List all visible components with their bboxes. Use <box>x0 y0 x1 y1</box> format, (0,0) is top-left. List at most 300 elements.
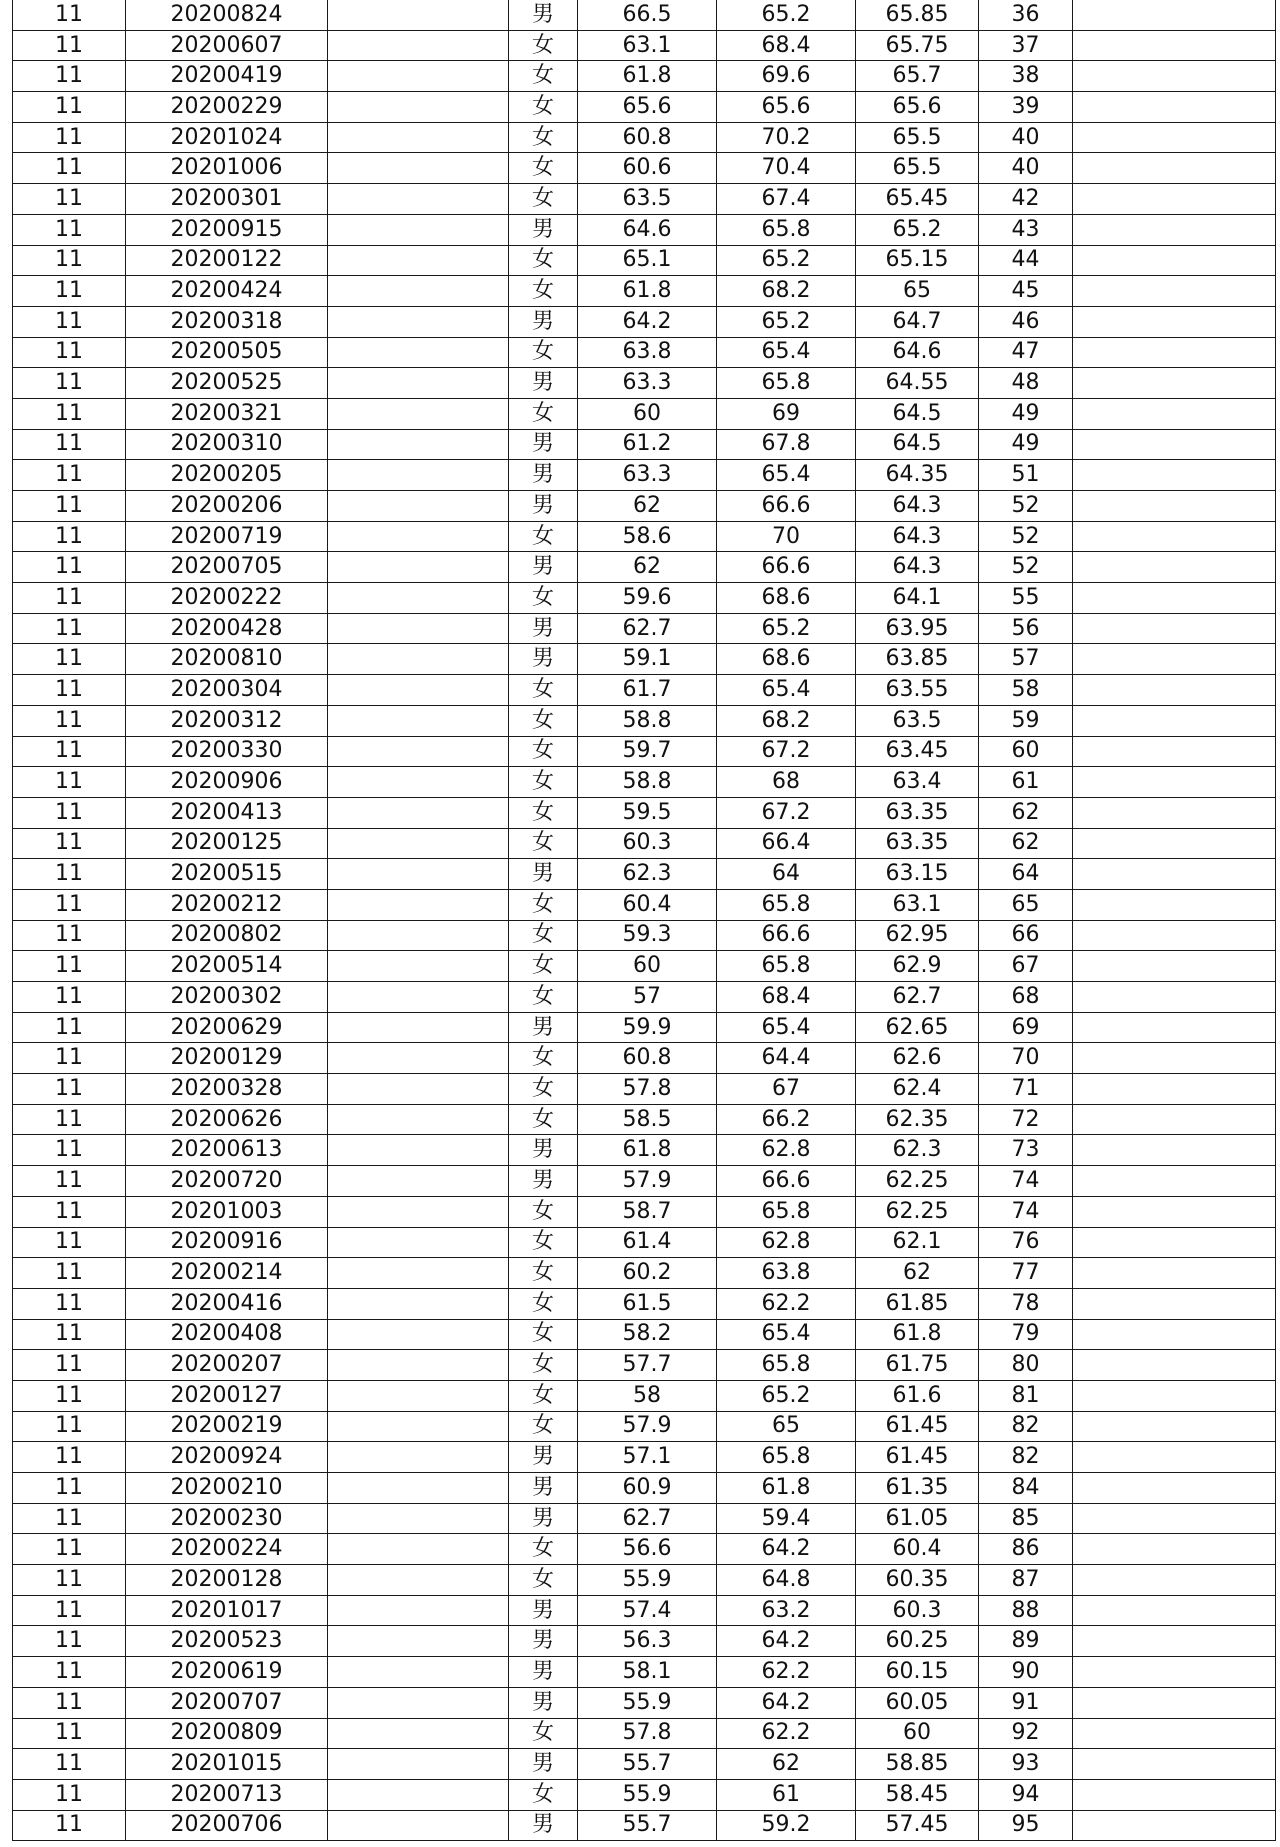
name-cell <box>328 92 509 123</box>
name-cell <box>328 705 509 736</box>
rank-cell: 61 <box>979 767 1073 798</box>
rank-cell: 68 <box>979 982 1073 1013</box>
class-cell: 11 <box>13 1595 126 1626</box>
average-score-cell: 58.45 <box>856 1779 979 1810</box>
score-a-cell: 58.5 <box>578 1104 717 1135</box>
name-cell <box>328 583 509 614</box>
average-score-cell: 62.7 <box>856 982 979 1013</box>
table-row <box>13 889 1276 920</box>
score-a-cell: 60 <box>578 951 717 982</box>
student-id-cell: 20200125 <box>126 828 328 859</box>
score-b-cell: 64.2 <box>717 1534 856 1565</box>
score-a-cell: 58.1 <box>578 1657 717 1688</box>
rank-cell: 89 <box>979 1626 1073 1657</box>
gender-cell: 女 <box>509 521 578 552</box>
table-row <box>13 1411 1276 1442</box>
score-a-cell: 62 <box>578 552 717 583</box>
gender-cell: 男 <box>509 491 578 522</box>
table-row <box>13 1043 1276 1074</box>
table-row <box>13 521 1276 552</box>
score-a-cell: 58.7 <box>578 1196 717 1227</box>
student-id-cell: 20200707 <box>126 1687 328 1718</box>
score-b-cell: 65.8 <box>717 1442 856 1473</box>
score-b-cell: 68 <box>717 767 856 798</box>
gender-cell: 女 <box>509 1718 578 1749</box>
name-cell <box>328 767 509 798</box>
name-cell <box>328 1503 509 1534</box>
score-b-cell: 65.2 <box>717 245 856 276</box>
name-cell <box>328 337 509 368</box>
average-score-cell: 65.85 <box>856 0 979 30</box>
remark-cell <box>1073 705 1276 736</box>
score-b-cell: 62.8 <box>717 1135 856 1166</box>
student-id-cell: 20200205 <box>126 460 328 491</box>
name-cell <box>328 1595 509 1626</box>
class-cell: 11 <box>13 1319 126 1350</box>
name-cell <box>328 368 509 399</box>
gender-cell: 男 <box>509 214 578 245</box>
remark-cell <box>1073 859 1276 890</box>
score-a-cell: 57.7 <box>578 1350 717 1381</box>
rank-cell: 69 <box>979 1012 1073 1043</box>
average-score-cell: 62.9 <box>856 951 979 982</box>
score-a-cell: 59.9 <box>578 1012 717 1043</box>
score-a-cell: 60.4 <box>578 889 717 920</box>
student-id-cell: 20200514 <box>126 951 328 982</box>
name-cell <box>328 1012 509 1043</box>
score-a-cell: 58 <box>578 1380 717 1411</box>
student-id-cell: 20200312 <box>126 705 328 736</box>
name-cell <box>328 184 509 215</box>
average-score-cell: 64.3 <box>856 491 979 522</box>
class-cell: 11 <box>13 1687 126 1718</box>
class-cell: 11 <box>13 1411 126 1442</box>
table-row <box>13 0 1276 30</box>
score-a-cell: 58.8 <box>578 767 717 798</box>
gender-cell: 男 <box>509 306 578 337</box>
rank-cell: 71 <box>979 1074 1073 1105</box>
average-score-cell: 65 <box>856 276 979 307</box>
name-cell <box>328 613 509 644</box>
class-cell: 11 <box>13 1779 126 1810</box>
score-a-cell: 58.2 <box>578 1319 717 1350</box>
score-a-cell: 56.6 <box>578 1534 717 1565</box>
gender-cell: 男 <box>509 1749 578 1780</box>
rank-cell: 95 <box>979 1810 1073 1841</box>
score-b-cell: 65.8 <box>717 1350 856 1381</box>
gender-cell: 男 <box>509 859 578 890</box>
table-row <box>13 675 1276 706</box>
average-score-cell: 65.15 <box>856 245 979 276</box>
gender-cell: 女 <box>509 767 578 798</box>
student-id-cell: 20200915 <box>126 214 328 245</box>
average-score-cell: 62.25 <box>856 1166 979 1197</box>
rank-cell: 90 <box>979 1657 1073 1688</box>
name-cell <box>328 1473 509 1504</box>
rank-cell: 76 <box>979 1227 1073 1258</box>
name-cell <box>328 276 509 307</box>
remark-cell <box>1073 1012 1276 1043</box>
rank-cell: 40 <box>979 153 1073 184</box>
class-cell: 11 <box>13 61 126 92</box>
score-a-cell: 61.8 <box>578 276 717 307</box>
gender-cell: 女 <box>509 153 578 184</box>
class-cell: 11 <box>13 460 126 491</box>
student-id-cell: 20201017 <box>126 1595 328 1626</box>
student-id-cell: 20200304 <box>126 675 328 706</box>
score-b-cell: 65.2 <box>717 613 856 644</box>
rank-cell: 74 <box>979 1166 1073 1197</box>
rank-cell: 81 <box>979 1380 1073 1411</box>
class-cell: 11 <box>13 1718 126 1749</box>
class-cell: 11 <box>13 1350 126 1381</box>
score-b-cell: 67 <box>717 1074 856 1105</box>
score-b-cell: 65.8 <box>717 889 856 920</box>
average-score-cell: 64.5 <box>856 429 979 460</box>
score-b-cell: 65 <box>717 1411 856 1442</box>
rank-cell: 82 <box>979 1442 1073 1473</box>
score-b-cell: 70.4 <box>717 153 856 184</box>
average-score-cell: 58.85 <box>856 1749 979 1780</box>
student-id-cell: 20200214 <box>126 1258 328 1289</box>
gender-cell: 女 <box>509 1258 578 1289</box>
gender-cell: 女 <box>509 1043 578 1074</box>
name-cell <box>328 644 509 675</box>
table-row <box>13 1534 1276 1565</box>
student-id-cell: 20200127 <box>126 1380 328 1411</box>
remark-cell <box>1073 1626 1276 1657</box>
score-b-cell: 69.6 <box>717 61 856 92</box>
average-score-cell: 64.6 <box>856 337 979 368</box>
remark-cell <box>1073 1319 1276 1350</box>
table-row <box>13 184 1276 215</box>
score-a-cell: 57.9 <box>578 1166 717 1197</box>
student-id-cell: 20200629 <box>126 1012 328 1043</box>
rank-cell: 79 <box>979 1319 1073 1350</box>
rank-cell: 85 <box>979 1503 1073 1534</box>
score-b-cell: 62.2 <box>717 1657 856 1688</box>
score-sheet <box>12 0 1276 1841</box>
gender-cell: 男 <box>509 368 578 399</box>
gender-cell: 女 <box>509 1196 578 1227</box>
score-b-cell: 61 <box>717 1779 856 1810</box>
gender-cell: 女 <box>509 1350 578 1381</box>
average-score-cell: 64.5 <box>856 398 979 429</box>
student-id-cell: 20200809 <box>126 1718 328 1749</box>
score-a-cell: 55.7 <box>578 1749 717 1780</box>
name-cell <box>328 398 509 429</box>
gender-cell: 男 <box>509 1687 578 1718</box>
class-cell: 11 <box>13 122 126 153</box>
gender-cell: 女 <box>509 920 578 951</box>
student-id-cell: 20200408 <box>126 1319 328 1350</box>
rank-cell: 86 <box>979 1534 1073 1565</box>
rank-cell: 87 <box>979 1565 1073 1596</box>
class-cell: 11 <box>13 1626 126 1657</box>
table-row <box>13 460 1276 491</box>
class-cell: 11 <box>13 30 126 61</box>
rank-cell: 52 <box>979 491 1073 522</box>
score-a-cell: 58.6 <box>578 521 717 552</box>
remark-cell <box>1073 1043 1276 1074</box>
name-cell <box>328 797 509 828</box>
average-score-cell: 63.15 <box>856 859 979 890</box>
average-score-cell: 65.6 <box>856 92 979 123</box>
class-cell: 11 <box>13 1166 126 1197</box>
table-row <box>13 61 1276 92</box>
class-cell: 11 <box>13 552 126 583</box>
class-cell: 11 <box>13 1258 126 1289</box>
class-cell: 11 <box>13 951 126 982</box>
name-cell <box>328 1657 509 1688</box>
student-id-cell: 20200626 <box>126 1104 328 1135</box>
score-a-cell: 63.3 <box>578 460 717 491</box>
score-a-cell: 60.8 <box>578 122 717 153</box>
rank-cell: 58 <box>979 675 1073 706</box>
remark-cell <box>1073 1810 1276 1841</box>
table-row <box>13 920 1276 951</box>
rank-cell: 77 <box>979 1258 1073 1289</box>
score-b-cell: 65.4 <box>717 460 856 491</box>
average-score-cell: 64.3 <box>856 521 979 552</box>
remark-cell <box>1073 1196 1276 1227</box>
remark-cell <box>1073 521 1276 552</box>
class-cell: 11 <box>13 1810 126 1841</box>
score-a-cell: 61.4 <box>578 1227 717 1258</box>
table-row <box>13 1380 1276 1411</box>
gender-cell: 女 <box>509 1380 578 1411</box>
score-b-cell: 65.4 <box>717 675 856 706</box>
average-score-cell: 63.95 <box>856 613 979 644</box>
rank-cell: 67 <box>979 951 1073 982</box>
rank-cell: 44 <box>979 245 1073 276</box>
student-id-cell: 20201003 <box>126 1196 328 1227</box>
rank-cell: 82 <box>979 1411 1073 1442</box>
score-a-cell: 60.9 <box>578 1473 717 1504</box>
table-row <box>13 552 1276 583</box>
table-row <box>13 583 1276 614</box>
table-row <box>13 429 1276 460</box>
gender-cell: 女 <box>509 276 578 307</box>
average-score-cell: 62.35 <box>856 1104 979 1135</box>
gender-cell: 男 <box>509 1503 578 1534</box>
remark-cell <box>1073 828 1276 859</box>
table-row <box>13 1503 1276 1534</box>
rank-cell: 55 <box>979 583 1073 614</box>
gender-cell: 女 <box>509 583 578 614</box>
score-a-cell: 61.5 <box>578 1288 717 1319</box>
average-score-cell: 64.3 <box>856 552 979 583</box>
gender-cell: 女 <box>509 398 578 429</box>
average-score-cell: 65.5 <box>856 122 979 153</box>
gender-cell: 女 <box>509 1074 578 1105</box>
class-cell: 11 <box>13 675 126 706</box>
remark-cell <box>1073 184 1276 215</box>
score-b-cell: 70 <box>717 521 856 552</box>
score-a-cell: 62.3 <box>578 859 717 890</box>
score-a-cell: 59.7 <box>578 736 717 767</box>
name-cell <box>328 460 509 491</box>
rank-cell: 38 <box>979 61 1073 92</box>
table-row <box>13 736 1276 767</box>
score-b-cell: 65.2 <box>717 0 856 30</box>
remark-cell <box>1073 1749 1276 1780</box>
class-cell: 11 <box>13 1227 126 1258</box>
name-cell <box>328 951 509 982</box>
class-cell: 11 <box>13 276 126 307</box>
name-cell <box>328 153 509 184</box>
remark-cell <box>1073 675 1276 706</box>
score-a-cell: 62 <box>578 491 717 522</box>
table-row <box>13 1104 1276 1135</box>
rank-cell: 62 <box>979 797 1073 828</box>
average-score-cell: 62.4 <box>856 1074 979 1105</box>
name-cell <box>328 1626 509 1657</box>
average-score-cell: 65.2 <box>856 214 979 245</box>
class-cell: 11 <box>13 1749 126 1780</box>
rank-cell: 45 <box>979 276 1073 307</box>
score-a-cell: 59.3 <box>578 920 717 951</box>
remark-cell <box>1073 460 1276 491</box>
table-row <box>13 1565 1276 1596</box>
average-score-cell: 61.75 <box>856 1350 979 1381</box>
gender-cell: 女 <box>509 1227 578 1258</box>
student-id-cell: 20200916 <box>126 1227 328 1258</box>
gender-cell: 女 <box>509 1104 578 1135</box>
rank-cell: 74 <box>979 1196 1073 1227</box>
table-row <box>13 1626 1276 1657</box>
score-a-cell: 64.2 <box>578 306 717 337</box>
remark-cell <box>1073 153 1276 184</box>
student-id-cell: 20200219 <box>126 1411 328 1442</box>
average-score-cell: 62.25 <box>856 1196 979 1227</box>
class-cell: 11 <box>13 92 126 123</box>
name-cell <box>328 1319 509 1350</box>
score-a-cell: 55.7 <box>578 1810 717 1841</box>
rank-cell: 57 <box>979 644 1073 675</box>
table-row <box>13 982 1276 1013</box>
remark-cell <box>1073 276 1276 307</box>
class-cell: 11 <box>13 306 126 337</box>
score-a-cell: 55.9 <box>578 1565 717 1596</box>
name-cell <box>328 675 509 706</box>
class-cell: 11 <box>13 1135 126 1166</box>
score-b-cell: 64.2 <box>717 1626 856 1657</box>
name-cell <box>328 1166 509 1197</box>
student-id-cell: 20200824 <box>126 0 328 30</box>
rank-cell: 48 <box>979 368 1073 399</box>
score-a-cell: 65.6 <box>578 92 717 123</box>
class-cell: 11 <box>13 736 126 767</box>
score-b-cell: 63.8 <box>717 1258 856 1289</box>
table-row <box>13 1074 1276 1105</box>
score-a-cell: 63.1 <box>578 30 717 61</box>
remark-cell <box>1073 306 1276 337</box>
average-score-cell: 61.45 <box>856 1442 979 1473</box>
table-row <box>13 828 1276 859</box>
remark-cell <box>1073 245 1276 276</box>
rank-cell: 64 <box>979 859 1073 890</box>
remark-cell <box>1073 767 1276 798</box>
table-row <box>13 153 1276 184</box>
score-a-cell: 55.9 <box>578 1687 717 1718</box>
remark-cell <box>1073 0 1276 30</box>
score-b-cell: 64.8 <box>717 1565 856 1596</box>
rank-cell: 47 <box>979 337 1073 368</box>
score-b-cell: 65.2 <box>717 306 856 337</box>
class-cell: 11 <box>13 1074 126 1105</box>
remark-cell <box>1073 736 1276 767</box>
remark-cell <box>1073 644 1276 675</box>
gender-cell: 男 <box>509 613 578 644</box>
remark-cell <box>1073 491 1276 522</box>
gender-cell: 女 <box>509 1779 578 1810</box>
remark-cell <box>1073 1288 1276 1319</box>
score-b-cell: 65.8 <box>717 368 856 399</box>
remark-cell <box>1073 982 1276 1013</box>
score-b-cell: 65.8 <box>717 214 856 245</box>
table-row <box>13 797 1276 828</box>
name-cell <box>328 1565 509 1596</box>
table-row <box>13 613 1276 644</box>
gender-cell: 女 <box>509 828 578 859</box>
remark-cell <box>1073 61 1276 92</box>
rank-cell: 51 <box>979 460 1073 491</box>
rank-cell: 84 <box>979 1473 1073 1504</box>
rank-cell: 36 <box>979 0 1073 30</box>
table-row <box>13 245 1276 276</box>
rank-cell: 78 <box>979 1288 1073 1319</box>
remark-cell <box>1073 1779 1276 1810</box>
class-cell: 11 <box>13 1657 126 1688</box>
remark-cell <box>1073 1687 1276 1718</box>
student-id-cell: 20200321 <box>126 398 328 429</box>
remark-cell <box>1073 30 1276 61</box>
rank-cell: 43 <box>979 214 1073 245</box>
average-score-cell: 60.05 <box>856 1687 979 1718</box>
score-b-cell: 65.8 <box>717 1196 856 1227</box>
remark-cell <box>1073 337 1276 368</box>
score-a-cell: 61.2 <box>578 429 717 460</box>
remark-cell <box>1073 368 1276 399</box>
student-id-cell: 20200212 <box>126 889 328 920</box>
table-row <box>13 30 1276 61</box>
score-b-cell: 65.8 <box>717 951 856 982</box>
student-id-cell: 20200318 <box>126 306 328 337</box>
name-cell <box>328 245 509 276</box>
score-table <box>12 0 1276 1841</box>
table-row <box>13 337 1276 368</box>
score-a-cell: 66.5 <box>578 0 717 30</box>
table-row <box>13 368 1276 399</box>
rank-cell: 66 <box>979 920 1073 951</box>
rank-cell: 42 <box>979 184 1073 215</box>
name-cell <box>328 1043 509 1074</box>
gender-cell: 女 <box>509 122 578 153</box>
average-score-cell: 60.3 <box>856 1595 979 1626</box>
table-row <box>13 1012 1276 1043</box>
remark-cell <box>1073 1657 1276 1688</box>
remark-cell <box>1073 1534 1276 1565</box>
score-a-cell: 57.8 <box>578 1718 717 1749</box>
student-id-cell: 20200310 <box>126 429 328 460</box>
student-id-cell: 20201006 <box>126 153 328 184</box>
score-a-cell: 64.6 <box>578 214 717 245</box>
score-a-cell: 62.7 <box>578 1503 717 1534</box>
rank-cell: 60 <box>979 736 1073 767</box>
class-cell: 11 <box>13 1380 126 1411</box>
score-a-cell: 57.1 <box>578 1442 717 1473</box>
